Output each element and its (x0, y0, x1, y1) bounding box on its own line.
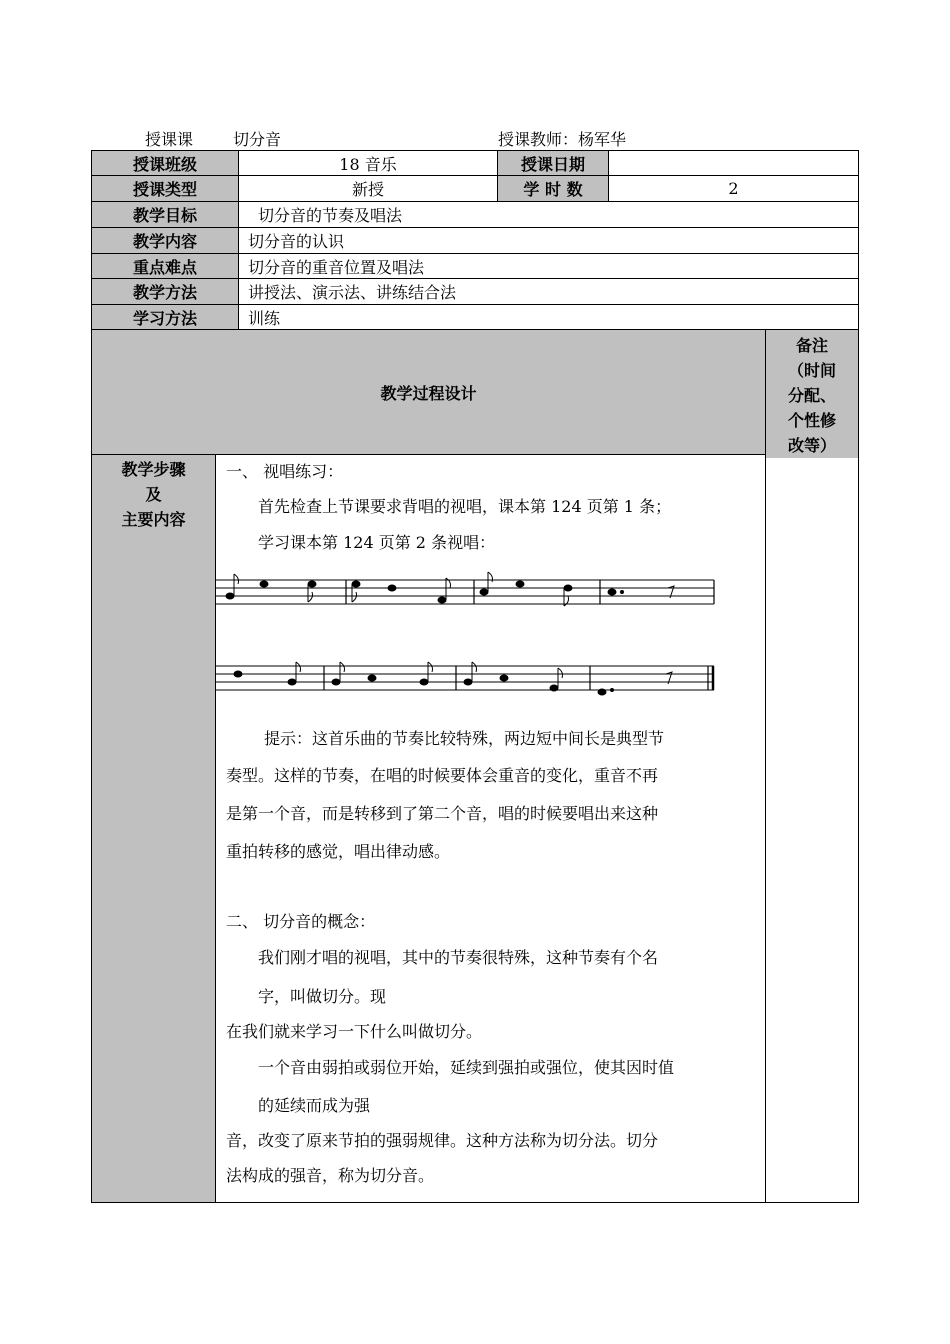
paragraph-line: 字，叫做切分。现 (258, 987, 387, 1006)
type-label: 授课类型 (92, 176, 238, 201)
steps-label (92, 457, 215, 532)
goal-label: 教学目标 (92, 202, 238, 227)
notes-line: 备注 (795, 336, 828, 355)
course-title: 切分音 (233, 130, 282, 149)
paragraph-line: 法构成的强音，称为切分音。 (226, 1166, 435, 1185)
date-label: 授课日期 (498, 151, 608, 175)
study-label: 学习方法 (92, 305, 238, 329)
notes-line: 个性修 (787, 411, 836, 430)
paragraph-line: 奏型。这样的节奏，在唱的时候要体会重音的变化，重音不再 (226, 766, 659, 785)
type-value: 新授 (351, 180, 384, 199)
key-label: 重点难点 (92, 254, 238, 278)
music-score-image (216, 562, 718, 704)
col-divider (765, 329, 766, 1203)
notes-header (766, 333, 858, 458)
teacher-name: 授课教师：杨军华 (498, 130, 627, 149)
steps-label-line: 及 (145, 485, 162, 504)
steps-label-line: 教学步骤 (121, 460, 186, 479)
key-value: 切分音的重音位置及唱法 (248, 257, 425, 277)
method-value: 讲授法、演示法、讲练结合法 (248, 283, 457, 302)
section-heading: 二、 切分音的概念： (226, 912, 376, 931)
course-label: 授课课 (145, 130, 194, 149)
paragraph-line: 提示：这首乐曲的节奏比较特殊，两边短中间长是典型节 (264, 729, 665, 748)
date-value (609, 151, 858, 175)
hours-label: 学 时 数 (498, 176, 608, 201)
steps-label-line: 主要内容 (121, 510, 186, 529)
paragraph-line: 的延续而成为强 (258, 1096, 371, 1115)
paragraph-line: 首先检查上节课要求背唱的视唱，课本第 124 页第 1 条； (258, 497, 672, 516)
paragraph-line: 是第一个音，而是转移到了第二个音，唱的时候要唱出来这种 (226, 804, 659, 823)
class-label: 授课班级 (92, 151, 238, 175)
study-value: 训练 (248, 308, 281, 328)
notes-line: （时间 (787, 361, 836, 380)
steps-label-bg (92, 455, 215, 1202)
row-divider (91, 454, 859, 455)
content-label: 教学内容 (92, 228, 238, 253)
paragraph-line: 在我们就来学习一下什么叫做切分。 (226, 1022, 483, 1041)
section-heading: 一、 视唱练习： (226, 462, 344, 481)
notes-line: 改等） (787, 436, 836, 455)
paragraph-line: 学习课本第 124 页第 2 条视唱： (258, 533, 496, 552)
paragraph-line: 我们刚才唱的视唱，其中的节奏很特殊，这种节奏有个名 (258, 948, 659, 967)
paragraph-line: 重拍转移的感觉，唱出律动感。 (226, 842, 451, 861)
content-value: 切分音的认识 (248, 232, 345, 251)
method-label: 教学方法 (92, 279, 238, 304)
paragraph-line: 音，改变了原来节拍的强弱规律。这种方法称为切分法。切分 (226, 1131, 659, 1150)
paragraph-line: 一个音由弱拍或弱位开始，延续到强拍或强位，使其因时值 (258, 1058, 675, 1077)
class-value: 18 音乐 (339, 154, 397, 174)
notes-line: 分配、 (787, 386, 836, 405)
goal-value: 切分音的节奏及唱法 (258, 206, 403, 225)
hours-value: 2 (728, 179, 739, 198)
design-title: 教学过程设计 (92, 330, 765, 454)
